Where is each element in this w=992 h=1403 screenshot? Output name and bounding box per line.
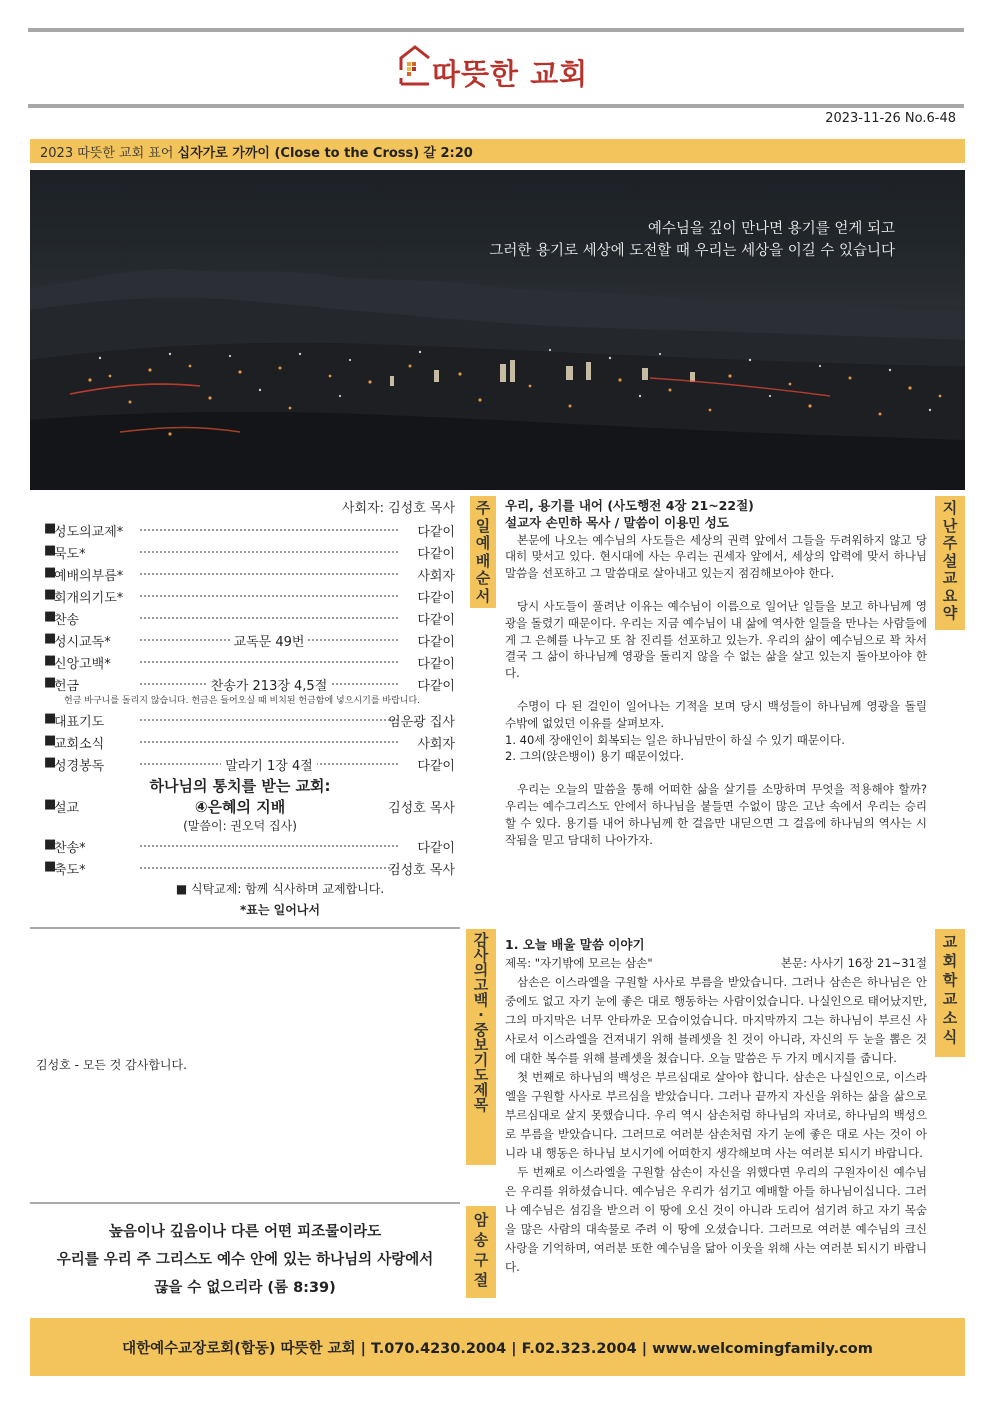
hero-caption-line2: 그러한 용기로 세상에 도전할 때 우리는 세상을 이길 수 있습니다 [489,243,895,259]
church-school-label-text: 교회학교소식 [942,933,958,1046]
sermon-title-line2: ④은혜의 지배 [194,798,286,816]
motto-reference: 갈 2:20 [423,146,473,161]
thanks-text: 김성호 - 모든 것 감사합니다. [36,1058,187,1072]
stand-note: *표는 일어나서 [239,903,320,917]
section-divider [30,1202,460,1204]
worship-item: ■ 성도의교제* 다같이 [44,521,455,540]
memory-verse-label [466,1206,496,1298]
summary-point: 1. 40세 장애인이 회복되는 일은 하나님만이 하실 수 있기 때문이다. [505,732,845,747]
worship-item: ■ 대표기도 임운광 집사 [44,711,455,730]
sermon-summary [505,498,927,848]
summary-title: 우리, 용기를 내어 (사도행전 4장 21~22절) [505,498,754,513]
meal-fellowship-note: ■ 식탁교제: 함께 식사하며 교제합니다. [175,882,385,896]
worship-item: ■ 찬송 다같이 [44,609,455,628]
thanks-prayer-label-text: 감사의 고백 · 중보기도제목 [473,931,489,1114]
worship-item: ■ 회개의기도* 다같이 [44,587,455,606]
issue-date-number: 2023-11-26 No.6-48 [825,111,956,126]
worship-item: ■ 헌금 찬송가 213장 4,5절 다같이 [44,675,455,694]
church-logo [398,44,598,96]
worship-item: ■ 성경봉독 말라기 1장 4절 다같이 [44,755,455,774]
sermon-speaker-note: (말씀이: 권오덕 집사) [183,819,297,833]
hero-image-night-city [30,170,965,490]
annual-motto-bar [30,139,965,163]
school-paragraph: 두 번째로 이스라엘을 구원할 삼손이 자신을 위했다면 우리의 구원자이신 예수님은 우리를 위하셨습니다. 예수님은 우리가 섬기고 예배할 아들 하나님이십니다. 그러나 예수님은 섬김을 받으러 이 땅에 오신 것이 아니라 도리어 섬기려 하고 자기 목숨을 많은 사람의 대속물로 주려 이 땅에 오셨습니다. 그러므로 여러분 예수님의 크신 사랑을 기억하며, 여러분 또한 예수님을 닮아 이웃을 위해 사는 여러분 되시기 바랍니다. [505,1165,927,1274]
offering-note: 헌금 바구니를 돌리지 않습니다. 헌금은 들어오실 때 비치된 헌금함에 넣으시기를 바랍니다. [64,696,421,706]
worship-host: 사회자: 김성호 목사 [341,501,455,516]
hero-caption-line1: 예수님을 깊이 만나면 용기를 얻게 되고 [647,221,895,237]
summary-subtitle: 설교자 손민하 목사 / 말씀이 이용민 성도 [505,514,729,530]
header-divider [28,104,964,108]
motto-prefix: 2023 따뜻한 교회 표어 [40,146,174,161]
footer-contact-bar [30,1318,965,1376]
memory-verse-line3: 끊을 수 없으리라 (롬 8:39) [154,1280,336,1296]
hero-caption [489,218,895,262]
worship-item-sermon: ■ 설교 김성호 목사 [44,797,455,816]
memory-verse [30,1218,460,1302]
summary-paragraph: 우리는 오늘의 말씀을 통해 어떠한 삶을 살기를 소망하며 무엇을 적용해야 할까? 우리는 예수그리스도 안에서 하나님을 붙들면 수없이 많은 고난 속에서 우리는 승리할 수 있다. 용기를 내어 하나님께 한 걸음만 내딛으면 그 걸음에 하나님의 역사는 시작됨을 믿고 담대히 나아가자. [505,782,927,847]
school-passage: 본문: 사사기 16장 21~31절 [780,956,927,970]
worship-item: ■ 찬송* 다같이 [44,837,455,856]
worship-order-label [470,496,496,608]
school-paragraph: 첫 번째로 하나님의 백성은 부르심대로 살아야 합니다. 삼손은 나실인으로, 이스라엘을 구원할 사사로 부르심을 받았습니다. 그러나 끝까지 자신을 위하는 삶을 삶으로 부르심대로 살지 못했습니다. 우리 역시 삼손처럼 하나님의 자녀로, 하나님의 백성으로 부름을 받았습니다. 그러므로 여러분 삼손처럼 자기 눈에 좋은 대로 사는 것이 아니라 내 행동은 하나님 보시기에 어떠한지 생각해보며 사는 여러분 되시기 바랍니다. [505,1070,927,1160]
church-school-news [505,935,927,1277]
sermon-summary-label [935,496,965,630]
worship-item: ■ 신앙고백* 다같이 [44,653,455,672]
sermon-summary-label-text: 지난주설교요약 [942,499,958,622]
thanks-prayer-label [466,929,496,1165]
summary-point: 2. 그의(앉은뱅이) 용기 때문이었다. [505,749,684,764]
school-topic: 제목: "자기밖에 모르는 삼손" [505,956,653,970]
section-divider [30,927,460,929]
motto-main: 십자가로 가까이 (Close to the Cross) [177,146,420,161]
school-lesson-info [505,954,927,973]
school-paragraph: 삼손은 이스라엘을 구원할 사사로 부름을 받았습니다. 그러나 삼손은 하나님은 안중에도 없고 자기 눈에 좋은 대로 행동하는 사람이었습니다. 나실인으로 태어났지만, 그의 마지막은 너무 안타까운 모습이었습니다. 마지막까지 그는 하나님이 부르신 사사로서 이스라엘을 건져내기 위해 블레셋을 친 것이 아니라, 자신의 두 눈을 뽑은 것에 대한 복수를 위해 블레셋을 쳤습니다. 오늘 말씀은 두 가지 메시지를 줍니다. [505,975,927,1065]
worship-item: ■ 축도* 김성호 목사 [44,859,455,878]
top-rule [28,28,964,32]
summary-paragraph: 수명이 다 된 걸인이 일어나는 기적을 보며 당시 백성들이 하나님께 영광을 돌릴 수밖에 없었던 이유를 살펴보자. [505,698,927,730]
memory-verse-label-text: 암송구절 [473,1211,489,1289]
footer-text: 대한예수교장로회(합동) 따뜻한 교회 | T.070.4230.2004 | F.02.323.2004 | www.welcomingfamily.com [122,1341,873,1357]
worship-item: ■ 묵도* 다같이 [44,543,455,562]
memory-verse-line2: 우리를 우리 주 그리스도 예수 안에 있는 하나님의 사랑에서 [56,1252,434,1268]
church-name: 따뜻한 교회 [432,57,589,91]
memory-verse-line1: 높음이나 깊음이나 다른 어떤 피조물이라도 [108,1224,382,1240]
worship-order-label-text: 주일예배순서 [475,499,491,605]
church-school-label [935,929,965,1057]
sermon-title-line1: 하나님의 통치를 받는 교회: [149,777,331,795]
worship-item: ■ 예배의부름* 사회자 [44,565,455,584]
worship-item: ■ 교회소식 사회자 [44,733,455,752]
summary-paragraph: 본문에 나오는 예수님의 사도들은 세상의 권력 앞에서 그들을 두려워하지 않고 당대히 맞서고 있다. 현시대에 사는 우리는 권세자 앞에서, 세상의 압력에 맞서 하나님 말씀을 선포하고 그 말씀대로 살아내고 있는지 점검해보아야 한다. [505,532,927,581]
house-icon [398,44,432,88]
summary-paragraph: 당시 사도들이 풀려난 이유는 예수님이 이름으로 일어난 일들을 보고 하나님께 영광을 돌렸기 때문이다. 우리는 지금 예수님이 내 삶에 역사한 일들을 만나는 사람들에게 그 은혜를 나누고 또 참 진리를 선포하고 있는가. 우리의 삶이 예수님으로 꽉 차서 결국 그 삶이 하나님께 영광을 돌리지 않을 수 없는 삶을 살고 있는지 돌아보아야 한다. [505,598,927,681]
school-heading: 1. 오늘 배울 말씀 이야기 [505,937,645,952]
worship-item: ■ 성시교독* 교독문 49번 다같이 [44,631,455,650]
